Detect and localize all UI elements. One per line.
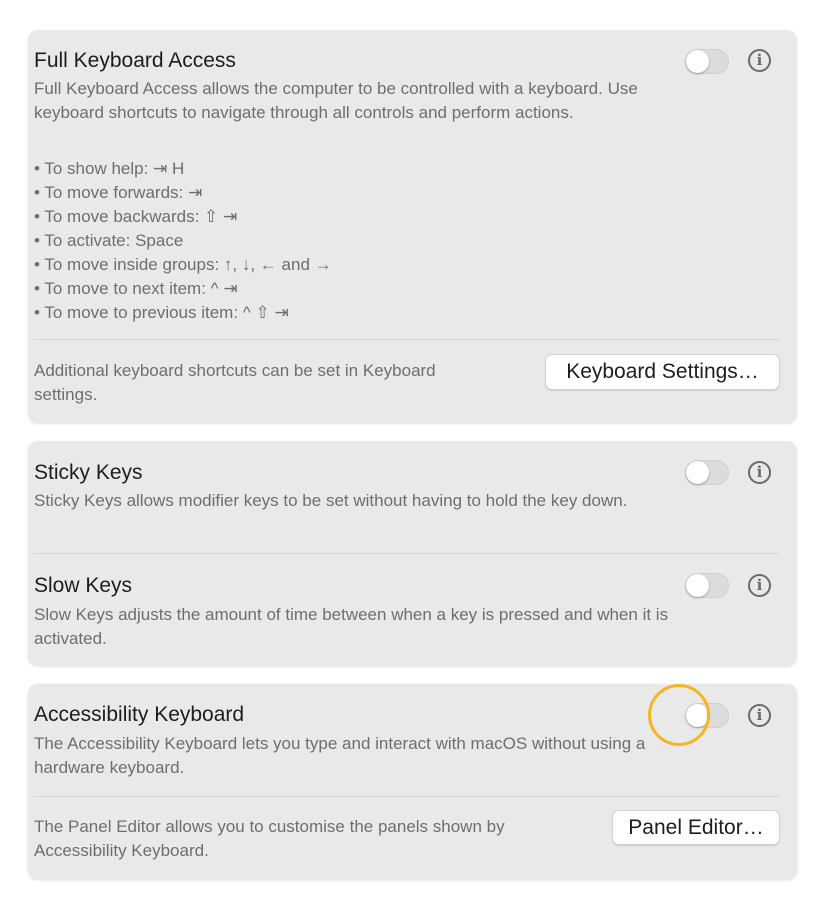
shortcut-list	[34, 157, 332, 325]
slow-keys-description: Slow Keys adjusts the amount of time between when a key is pressed and when it is activated.	[34, 605, 669, 648]
shortcut-activate: • To activate: Space	[34, 229, 332, 253]
slow-keys-toggle[interactable]	[685, 573, 729, 598]
accessibility-keyboard-description: The Accessibility Keyboard lets you type and interact with macOS without using a hardware keyboard.	[34, 734, 646, 777]
section-divider	[34, 339, 779, 340]
panel-editor-text: The Panel Editor allows you to customise the panels shown by Accessibility Keyboard.	[34, 817, 505, 860]
full-keyboard-access-toggle[interactable]	[685, 49, 729, 74]
toggle-knob	[686, 574, 709, 597]
full-keyboard-access-info-icon[interactable]: i	[748, 49, 771, 72]
additional-shortcuts-text: Additional keyboard shortcuts can be set in Keyboard settings.	[34, 361, 436, 404]
slow-keys-info-icon[interactable]: i	[748, 574, 771, 597]
slow-keys-title: Slow Keys	[34, 574, 133, 597]
shortcut-show-help: • To show help: ⇥ H	[34, 157, 332, 181]
sticky-slow-keys-section	[28, 441, 797, 666]
toggle-knob	[686, 461, 709, 484]
toggle-knob	[686, 704, 709, 727]
accessibility-keyboard-title: Accessibility Keyboard	[34, 703, 245, 726]
full-keyboard-access-section	[28, 30, 797, 423]
keyboard-settings-button[interactable]: Keyboard Settings…	[545, 354, 780, 390]
accessibility-keyboard-toggle[interactable]	[685, 703, 729, 728]
shortcut-move-forwards: • To move forwards: ⇥	[34, 181, 332, 205]
full-keyboard-access-description: Full Keyboard Access allows the computer to be controlled with a keyboard. Use keyboard shortcuts to navigate through all controls and perform actions.	[34, 79, 638, 122]
toggle-knob	[686, 50, 709, 73]
accessibility-keyboard-info-icon[interactable]: i	[748, 704, 771, 727]
full-keyboard-access-title: Full Keyboard Access	[34, 49, 236, 72]
accessibility-keyboard-section	[28, 684, 797, 879]
sticky-keys-title: Sticky Keys	[34, 461, 143, 484]
shortcut-previous-item: • To move to previous item: ^ ⇧ ⇥	[34, 301, 332, 325]
sticky-keys-toggle[interactable]	[685, 460, 729, 485]
sticky-keys-description: Sticky Keys allows modifier keys to be set without having to hold the key down.	[34, 491, 628, 510]
section-divider	[34, 553, 779, 554]
section-divider	[34, 796, 779, 797]
shortcut-next-item: • To move to next item: ^ ⇥	[34, 277, 332, 301]
panel-editor-button[interactable]: Panel Editor…	[612, 810, 780, 845]
sticky-keys-info-icon[interactable]: i	[748, 461, 771, 484]
shortcut-move-backwards: • To move backwards: ⇧ ⇥	[34, 205, 332, 229]
shortcut-move-inside-groups: • To move inside groups: ↑, ↓, ← and →	[34, 253, 332, 277]
